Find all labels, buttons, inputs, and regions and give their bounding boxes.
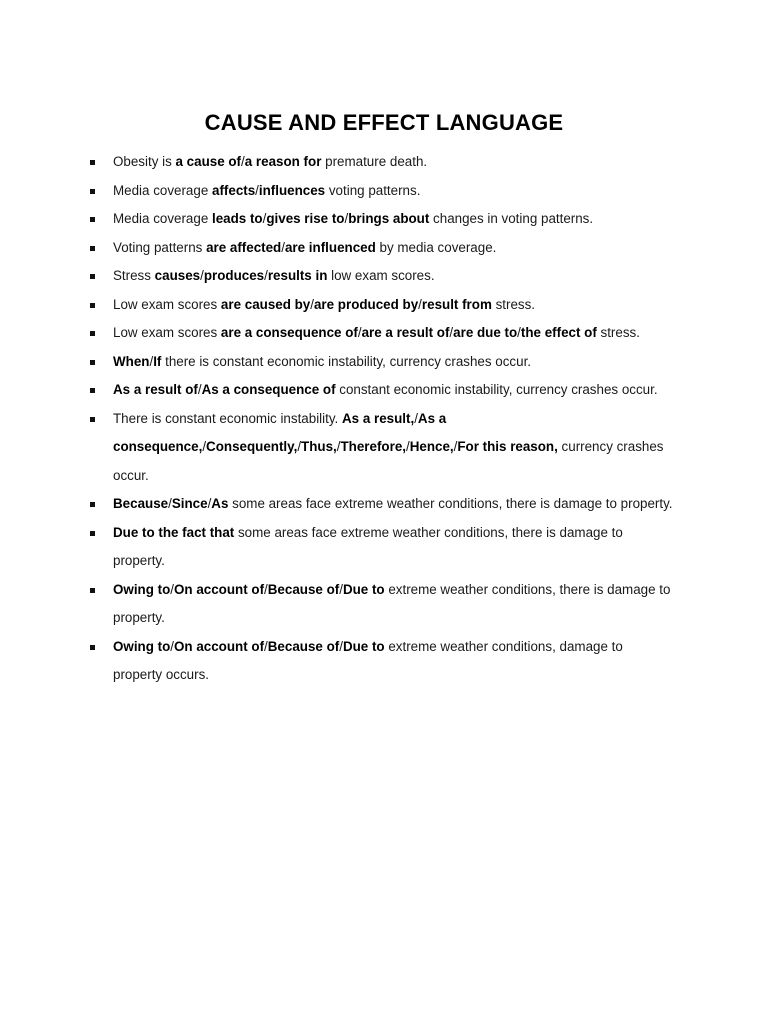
phrase-text: Low exam scores <box>113 325 221 340</box>
phrase-text: / <box>207 496 212 511</box>
phrase-text: some areas face extreme weather conditions, there is damage to property. <box>228 496 673 511</box>
phrase-bold: causes <box>154 268 201 283</box>
phrase-text: / <box>357 325 362 340</box>
phrase-text: / <box>200 268 204 283</box>
phrase-text: extreme weather conditions, there is damage to property. <box>113 581 671 625</box>
phrase-text: there is constant economic instability, currency crashes occur. <box>161 353 532 369</box>
phrase-bold: Because of <box>267 581 340 597</box>
phrase-text: voting patterns. <box>325 182 421 198</box>
list-item <box>113 490 673 519</box>
phrase-text: / <box>336 439 341 454</box>
phrase-text: stress. <box>596 325 640 340</box>
phrase-bold: Because <box>113 496 169 511</box>
phrase-bold: brings about <box>348 211 430 226</box>
phrase-bold: Consequently, <box>206 439 298 454</box>
phrase-text: Low exam scores <box>113 296 221 312</box>
phrase-bold: the effect of <box>520 325 597 340</box>
phrase-bold: are affected <box>206 239 282 255</box>
square-bullet-icon <box>90 502 95 507</box>
phrase-bold: As a consequence of <box>201 382 336 397</box>
phrase-text: / <box>310 296 314 312</box>
square-bullet-icon <box>90 331 95 336</box>
phrase-bold: If <box>153 353 162 369</box>
phrase-bold: Hence, <box>409 439 454 454</box>
phrase-bold: are a consequence of <box>220 325 358 340</box>
phrase-bold: As <box>211 496 229 511</box>
square-bullet-icon <box>90 588 95 593</box>
phrase-text: Media coverage <box>113 211 212 226</box>
phrase-text: / <box>264 638 268 654</box>
phrase-text: by media coverage. <box>375 239 497 255</box>
phrase-bold: are caused by <box>220 296 311 312</box>
list-item <box>113 633 673 690</box>
phrase-text: constant economic instability, currency crashes occur. <box>335 382 658 397</box>
phrase-text: / <box>255 182 259 198</box>
phrase-text: low exam scores. <box>327 268 435 283</box>
phrase-bold: gives rise to <box>266 211 345 226</box>
phrase-text: Stress <box>113 268 155 283</box>
list-item <box>113 576 673 633</box>
phrase-text: stress. <box>491 296 536 312</box>
square-bullet-icon <box>90 217 95 222</box>
phrase-text: / <box>168 496 172 511</box>
list-item <box>113 348 673 377</box>
list-item <box>113 234 673 263</box>
phrase-bold: Due to <box>342 638 385 654</box>
phrase-text: / <box>262 211 267 226</box>
phrase-text: currency crashes occur. <box>113 439 664 483</box>
page-title: CAUSE AND EFFECT LANGUAGE <box>204 109 564 135</box>
phrase-text: / <box>202 439 207 454</box>
phrase-text: / <box>414 410 418 426</box>
square-bullet-icon <box>90 189 95 194</box>
list-item <box>113 405 673 491</box>
phrase-text: Obesity is <box>113 154 176 169</box>
phrase-bold: produces <box>203 268 265 283</box>
phrase-text: / <box>405 439 410 454</box>
square-bullet-icon <box>90 246 95 251</box>
phrase-bold: For this reason, <box>457 439 558 454</box>
phrase-text: / <box>517 325 521 340</box>
phrase-bold: affects <box>212 182 256 198</box>
phrase-text: / <box>264 581 268 597</box>
phrase-bold: a reason for <box>244 154 322 169</box>
phrase-bold: influences <box>258 182 326 198</box>
square-bullet-icon <box>90 360 95 365</box>
square-bullet-icon <box>90 303 95 308</box>
square-bullet-icon <box>90 417 95 422</box>
list-item <box>113 376 673 405</box>
phrase-bold: On account of <box>174 581 265 597</box>
phrase-text: changes in voting patterns. <box>429 211 594 226</box>
list-item <box>113 262 673 291</box>
phrase-bold: Therefore, <box>340 439 406 454</box>
phrase-text: some areas face extreme weather conditions, there is damage to property. <box>113 524 623 568</box>
phrase-text: / <box>297 439 302 454</box>
phrase-bold: result from <box>421 296 492 312</box>
phrase-bold: Owing to <box>113 638 171 654</box>
phrase-bold: As a result of <box>113 382 198 397</box>
list-item <box>113 291 673 320</box>
phrase-text: / <box>339 638 343 654</box>
phrase-text: premature death. <box>321 154 428 169</box>
phrase-bold: When <box>113 353 150 369</box>
phrase-bold: leads to <box>212 211 263 226</box>
list-item <box>113 319 673 348</box>
square-bullet-icon <box>90 388 95 393</box>
square-bullet-icon <box>90 274 95 279</box>
phrase-text: / <box>241 154 245 169</box>
phrase-bold: On account of <box>174 638 265 654</box>
phrase-bold: results in <box>267 268 328 283</box>
phrase-text: Media coverage <box>113 182 212 198</box>
phrase-text: Voting patterns <box>113 239 207 255</box>
phrase-text: extreme weather conditions, damage to property occurs. <box>113 638 623 682</box>
phrase-bold: are produced by <box>313 296 419 312</box>
phrase-bold: Due to <box>342 581 385 597</box>
list-item <box>113 519 673 576</box>
phrase-bold: are due to <box>453 325 518 340</box>
bullet-list <box>113 148 673 690</box>
list-item <box>113 177 673 206</box>
phrase-bold: a cause of <box>175 154 242 169</box>
square-bullet-icon <box>90 160 95 165</box>
phrase-bold: Thus, <box>301 439 337 454</box>
phrase-bold: As a result, <box>341 410 415 426</box>
square-bullet-icon <box>90 645 95 650</box>
phrase-text: / <box>149 353 154 369</box>
phrase-bold: Owing to <box>113 581 171 597</box>
phrase-bold: Since <box>171 496 208 511</box>
list-item <box>113 205 673 234</box>
phrase-text: / <box>281 239 285 255</box>
phrase-text: / <box>344 211 349 226</box>
phrase-bold: are influenced <box>284 239 376 255</box>
phrase-text: / <box>197 382 202 397</box>
phrase-bold: As a consequence, <box>113 410 447 454</box>
phrase-text: / <box>264 268 268 283</box>
phrase-text: / <box>453 439 458 454</box>
phrase-text: / <box>339 581 343 597</box>
square-bullet-icon <box>90 531 95 536</box>
phrase-text: There is constant economic instability. <box>113 410 342 426</box>
phrase-bold: are a result of <box>361 325 450 340</box>
phrase-text: / <box>449 325 454 340</box>
phrase-bold: Because of <box>267 638 340 654</box>
phrase-text: / <box>418 296 422 312</box>
phrase-bold: Due to the fact that <box>113 524 235 540</box>
phrase-text: / <box>170 581 175 597</box>
list-item <box>113 148 673 177</box>
phrase-text: / <box>170 638 175 654</box>
